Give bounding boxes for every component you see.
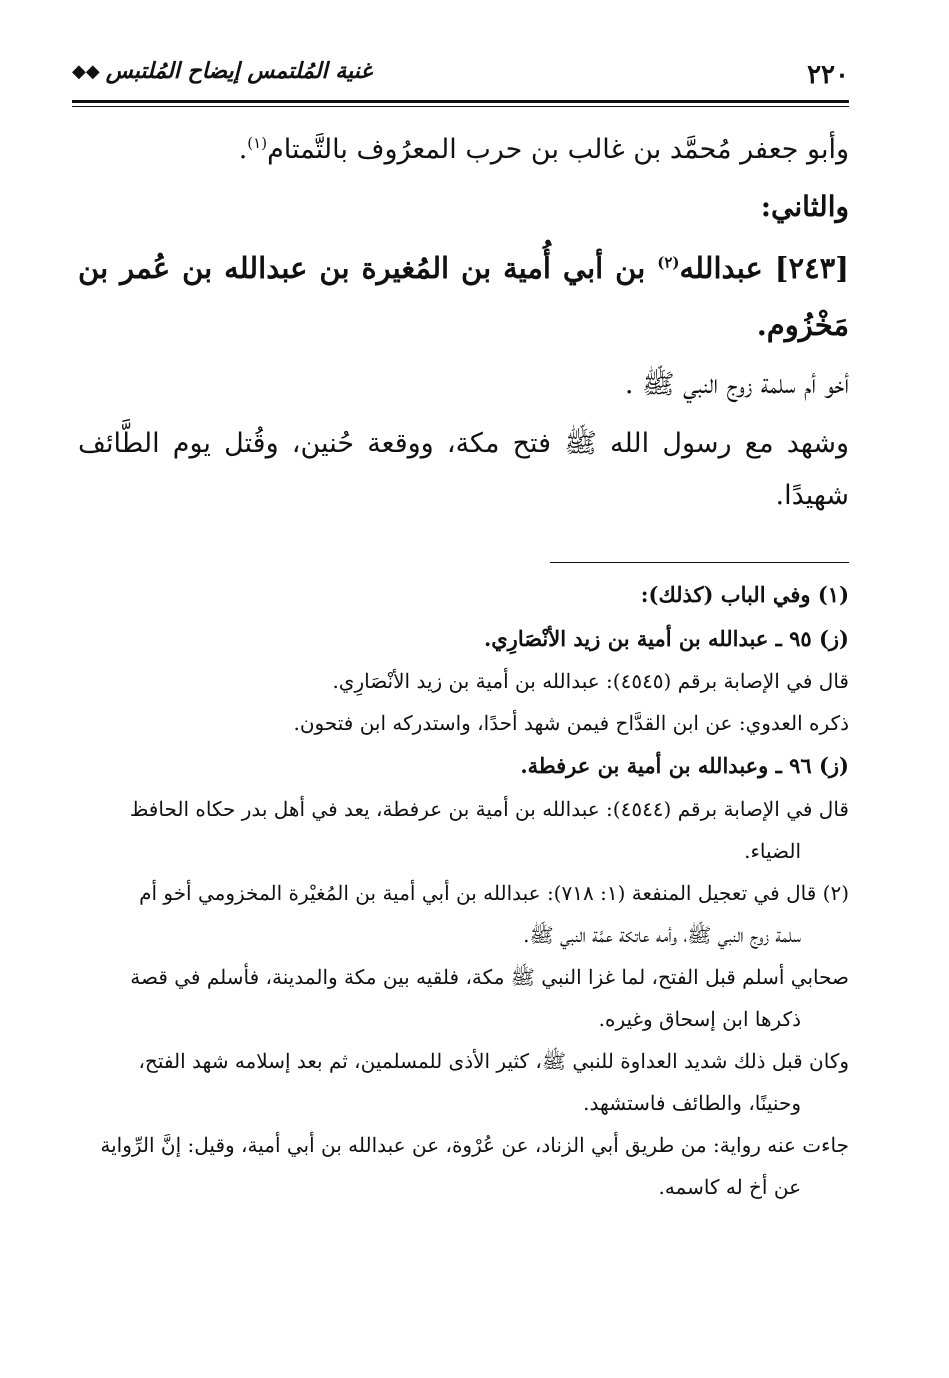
footnote-1-item-96: (ز) ٩٦ ـ وعبدالله بن أمية بن عرفطة. (520, 753, 849, 779)
entry-lineage: بن أبي أُمية بن المُغيرة بن عبدالله بن عُمر بن مَخْزُوم. (78, 250, 849, 342)
footnote-2-line-6: وحنينًا، والطائف فاستشهد. (583, 1090, 801, 1115)
footnote-1-item-95-line-2: ذكره العدوي: عن ابن القدَّاح فيمن شهد أحدًا، واستدركه ابن فتحون. (293, 711, 849, 736)
entry-name: عبدالله (679, 250, 763, 285)
diamond-ornament-icon: ◆◆ (72, 60, 100, 82)
footnote-ref-1: (١) (247, 134, 268, 152)
entry-heading (78, 240, 849, 353)
page-header (72, 58, 849, 98)
page-number: ٢٢٠ (807, 60, 849, 90)
footnote-2-line-3: صحابي أسلم قبل الفتح، لما غزا النبي ﷺ مكة، فلقيه بين مكة والمدينة، فأسلم في قصة (130, 964, 849, 989)
footnote-1-item-96-line-1: قال في الإصابة برقم (٤٥٤٤): عبدالله بن أمية بن عرفطة، يعد في أهل بدر حكاه الحافظ (129, 796, 849, 821)
footnotes (72, 578, 849, 1213)
running-title-text: غنية المُلتمس إيضاح المُلتبس (105, 58, 372, 84)
main-text (78, 128, 849, 523)
entry-number: [٢٤٣] (774, 250, 849, 285)
main-line-1 (78, 128, 849, 171)
footnote-2-line-5: وكان قبل ذلك شديد العداوة للنبي ﷺ، كثير الأذى للمسلمين، ثم بعد إسلامه شهد الفتح، (138, 1048, 849, 1073)
running-title (72, 58, 372, 84)
header-rule-thick (72, 100, 849, 103)
footnote-2-line-7: جاءت عنه رواية: من طريق أبي الزناد، عن عُرْوة، عن عبدالله بن أبي أمية، وقيل: إنَّ الرِّواية (100, 1132, 849, 1157)
section-heading: والثاني: (760, 190, 849, 224)
footnote-1-item-95-line-1: قال في الإصابة برقم (٤٥٤٥): عبدالله بن أمية بن زيد الأنْصَارِي. (332, 669, 849, 694)
main-line-brother: أخو أم سلمة زوج النبي ﷺ . (624, 369, 849, 401)
footnote-ref-2: (٢) (657, 253, 680, 272)
footnote-2-line-4: ذكرها ابن إسحاق وغيره. (598, 1006, 801, 1031)
main-line-1-text: وأبو جعفر مُحمَّد بن غالب بن حرب المعرُوف بالتَّمتام (267, 134, 849, 165)
footnote-2-line-8: عن أخ له كاسمه. (658, 1174, 801, 1199)
footnote-2-line-2: سلمة زوج النبي ﷺ، وأمه عاتكة عمَّة النبي ﷺ. (523, 922, 801, 947)
footnote-1-item-96-line-2: الضياء. (744, 838, 801, 863)
footnote-1-item-95: (ز) ٩٥ ـ عبدالله بن أمية بن زيد الأنْصَارِي. (483, 625, 849, 651)
footnote-separator (550, 562, 849, 563)
footnote-1-title: (١) وفي الباب (كذلك): (640, 582, 849, 607)
main-line-witness: وشهد مع رسول الله ﷺ فتح مكة، ووقعة حُنين، وقُتل يوم الطَّائف شهيدًا. (78, 427, 849, 512)
header-rule-thin (72, 106, 849, 107)
footnote-2-line-1: (٢) قال في تعجيل المنفعة (١: ٧١٨): عبدالله بن أبي أمية بن المُغيْرة المخزومي أخو أم (139, 880, 849, 905)
main-line-1-end: . (238, 134, 248, 165)
